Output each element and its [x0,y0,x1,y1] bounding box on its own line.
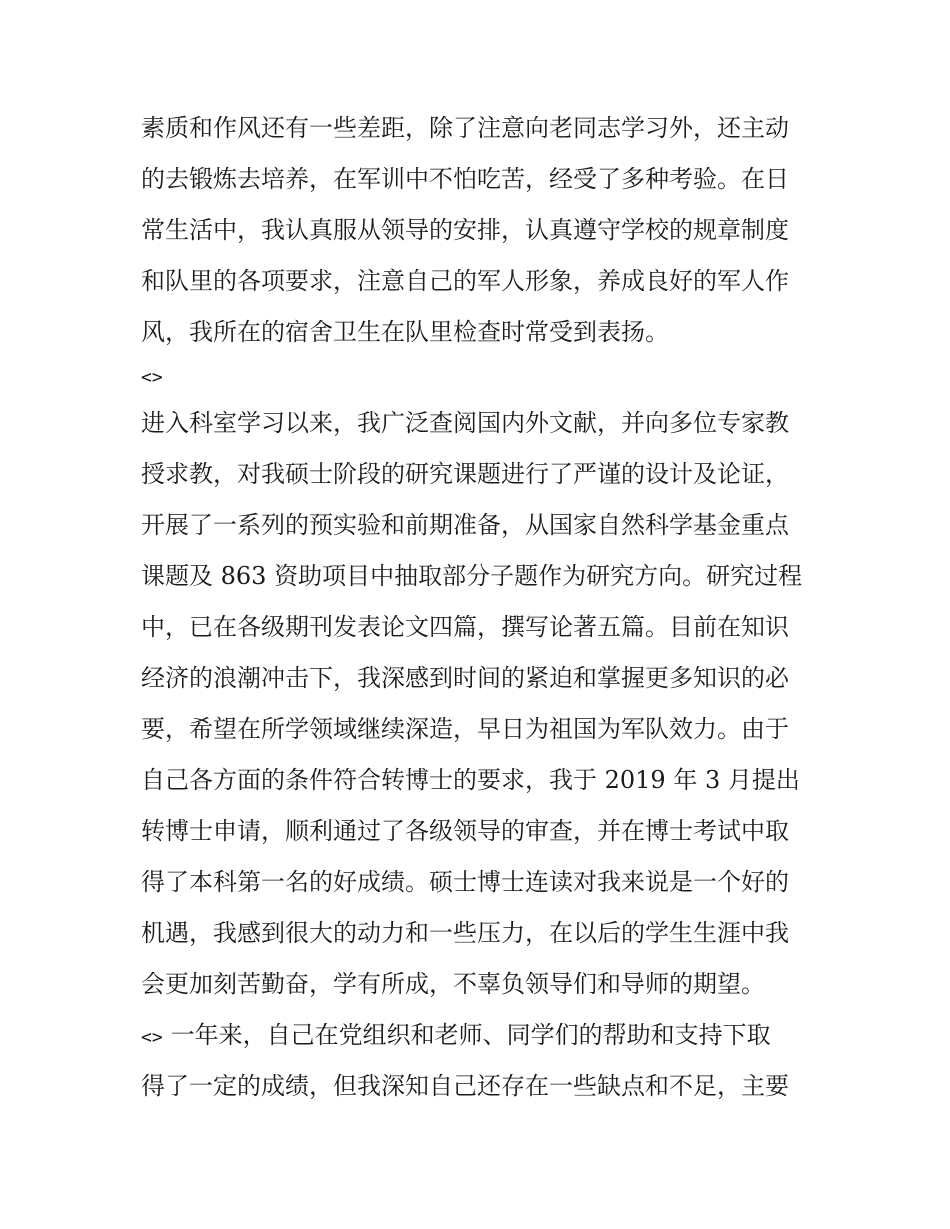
text-line: 开展了一系列的预实验和前期准备，从国家自然科学基金重点 [141,511,789,539]
section-marker: <> [141,367,163,388]
text-line: 得了本科第一名的好成绩。硕士博士连读对我来说是一个好的 [141,868,789,896]
text-line: 要，希望在所学领域继续深造，早日为祖国为军队效力。由于 [141,715,789,743]
paragraph-summary [141,1010,821,1112]
text-line: 的去锻炼去培养，在军训中不怕吃苦，经受了多种考验。在日 [141,165,789,193]
text-line-content: 一年来，自己在党组织和老师、同学们的帮助和支持下取 [170,1021,771,1049]
text-line: 得了一定的成绩，但我深知自己还存在一些缺点和不足，主要 [141,1072,789,1100]
document-page [141,103,821,1112]
text-line: 课题及 863 资助项目中抽取部分子题作为研究方向。研究过程 [141,562,803,590]
section-marker: <> [141,1027,163,1048]
text-line: 自己各方面的条件符合转博士的要求，我于 2019 年 3 月提出 [141,766,800,794]
text-line: 会更加刻苦勤奋，学有所成，不辜负领导们和导师的期望。 [141,970,765,998]
paragraph-military-conduct [141,103,821,358]
text-line: 经济的浪潮冲击下，我深感到时间的紧迫和掌握更多知识的必 [141,664,789,692]
text-line: 素质和作风还有一些差距，除了注意向老同志学习外，还主动 [141,114,789,142]
text-line: 机遇，我感到很大的动力和一些压力，在以后的学生生涯中我 [141,919,789,947]
text-line: 和队里的各项要求，注意自己的军人形象，养成良好的军人作 [141,267,789,295]
text-line [141,1010,821,1061]
text-line: 风，我所在的宿舍卫生在队里检查时常受到表扬。 [141,318,669,346]
text-line: 中，已在各级期刊发表论文四篇，撰写论著五篇。目前在知识 [141,613,789,641]
text-line: 常生活中，我认真服从领导的安排，认真遵守学校的规章制度 [141,216,789,244]
text-line: 授求教，对我硕士阶段的研究课题进行了严谨的设计及论证， [141,460,789,488]
text-line: 进入科室学习以来，我广泛查阅国内外文献，并向多位专家教 [141,409,789,437]
text-line: 转博士申请，顺利通过了各级领导的审查，并在博士考试中取 [141,817,789,845]
paragraph-research-study [141,398,821,1010]
